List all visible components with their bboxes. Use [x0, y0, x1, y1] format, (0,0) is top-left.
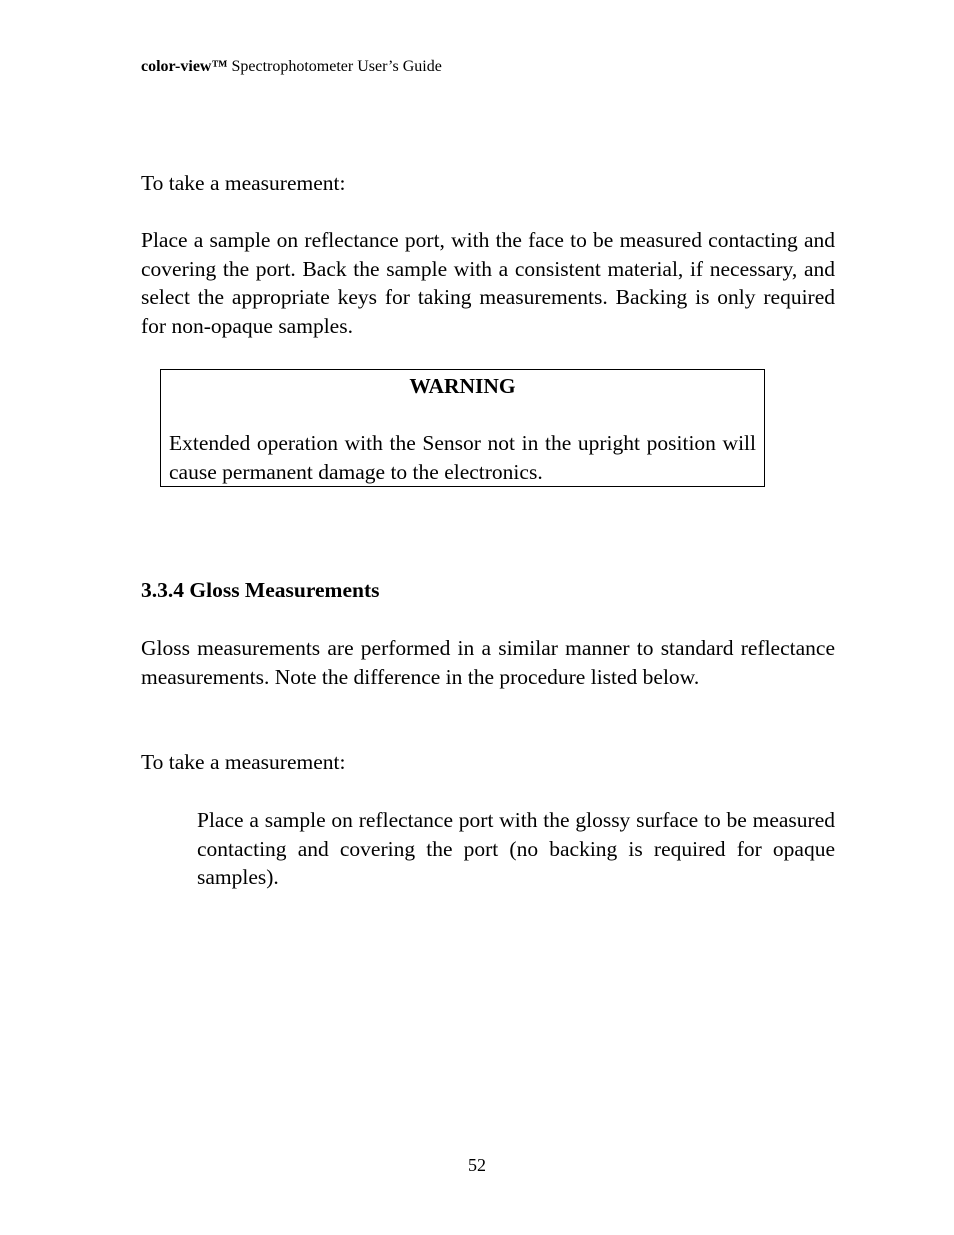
header-brand: color-view™	[141, 58, 228, 75]
header-subtitle: Spectrophotometer User’s Guide	[227, 58, 442, 75]
section-heading-gloss: 3.3.4 Gloss Measurements	[141, 578, 380, 602]
reflectance-instructions-paragraph: Place a sample on reflectance port, with the face to be measured contacting and covering the port. Back the sample with a consistent material, if necessary, and select the appropriate keys for taking measurements. Backing is only required for non-opaque samples.	[141, 228, 835, 339]
gloss-description-paragraph: Gloss measurements are performed in a similar manner to standard reflectance measurements. Note the difference in the procedure listed below.	[141, 636, 835, 689]
gloss-instructions-paragraph: Place a sample on reflectance port with the glossy surface to be measured contacting and covering the port (no backing is required for opaque samples).	[197, 808, 835, 890]
warning-title: WARNING	[409, 374, 516, 398]
running-header	[141, 57, 442, 77]
measurement-intro-1: To take a measurement:	[141, 171, 346, 195]
measurement-intro-2: To take a measurement:	[141, 750, 346, 774]
warning-text: Extended operation with the Sensor not in the upright position will cause permanent damage to the electronics.	[169, 431, 756, 484]
warning-box	[160, 369, 765, 487]
page-number: 52	[468, 1155, 486, 1175]
